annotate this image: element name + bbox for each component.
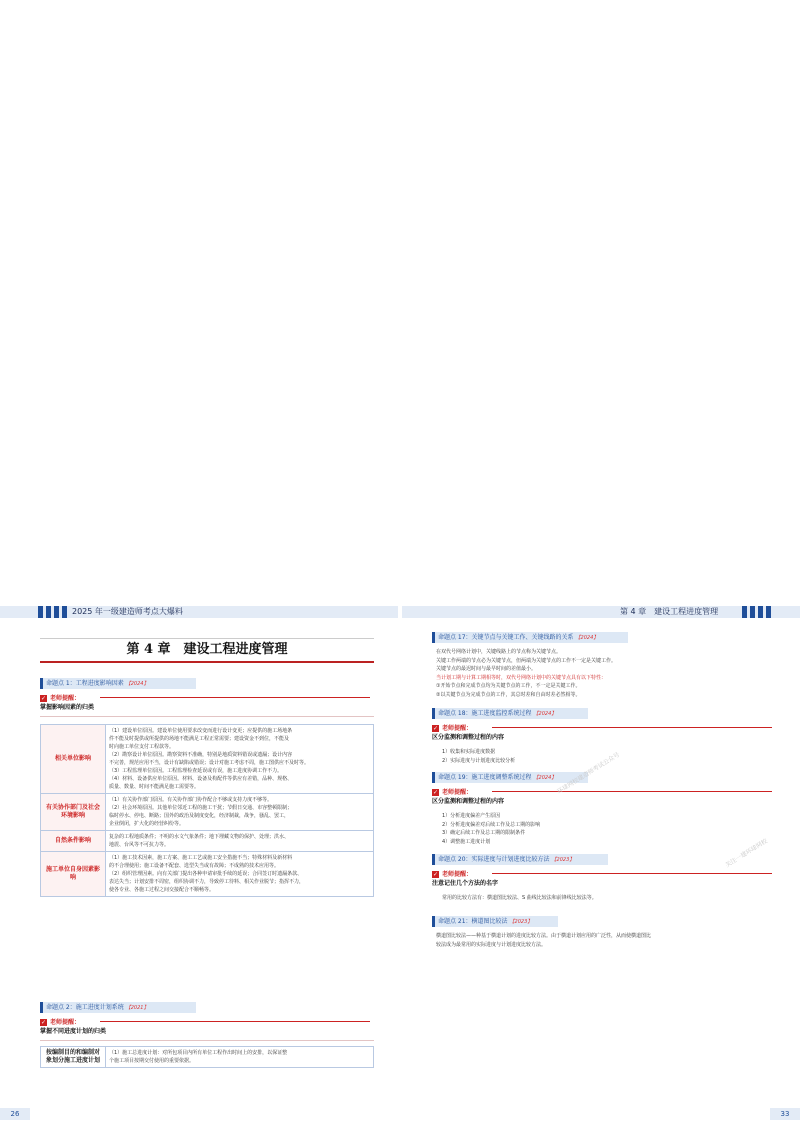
page-header: [402, 606, 800, 618]
point-caption: 命题点 20：实际进度与计划进度比较方法 【2023】: [432, 854, 608, 865]
table-value: （1）施工技术因素，施工方案、施工工艺或施工安全措施不当；特殊材料及新材料 的不合理使用；施工设备不配套、选型失当或有故障；不成熟的技术应用等。 （2）组织管理因素。向有关部门提出各种申请审批手续的延误；合同签订时遗漏条款、 表达失当；计划安排不周密，组织协调不力，导致停工待料、相关作业脱节；指挥不力， 使各专业、各施工过程之间交接配合不顺畅等。: [106, 852, 374, 897]
table-key: 施工单位自身因素影响: [41, 852, 106, 897]
tips-line: [492, 791, 772, 792]
page-number: 33: [770, 1108, 800, 1120]
table-value: （1）有关协作部门原因。有关协作部门协作配合不够或支持力度不够等。 （2）社会环境原因。其他单位邻近工程的施工干扰；节假日交通、市容整顿限制； 临时停水、停电、断路；国外的政治及制度变化，经济制裁，战争，骚乱、罢工， 企业倒闭，扩大化的经营纠纷等。: [106, 794, 374, 831]
table-value: 复杂的工程地质条件；不明的水文气象条件；地下埋藏文物的保护、处理；洪水、 地震、台风等不可抗力等。: [106, 831, 374, 852]
page-number: 26: [0, 1108, 30, 1120]
table-key: 按编制目的和编制对象划分施工进度计划: [41, 1047, 106, 1068]
table-key: 自然条件影响: [41, 831, 106, 852]
book-spread: [0, 598, 800, 1132]
plan-table: [40, 1046, 374, 1068]
point-caption: 命题点 17：关键节点与关键工作、关键线路的关系 【2024】: [432, 632, 628, 643]
right-page: [402, 598, 800, 1132]
check-icon: ✓: [40, 695, 47, 702]
table-value: （1）建设单位原因。建设单位使用要求改变而进行设计变更；应提供的施工场地条 件不能及时提供或所提供的场地不能满足工程正常需要；建设资金不到位，不能及 时向施工单位支付工程款等。 （2）勘察设计单位原因。勘察资料不准确，特别是地质资料错误或遗漏；设计内容 不完善，规范应用不当，设计有缺陷或错误；设计对施工考虑不周，施工图供应不及时等。 （3）工程监理单位原因。工程监理检查延误或有误，施工进度协调工作不力。 （4）材料、设备供应单位原因。材料、设备及构配件等供应有差错，品种、规格、 质量、数量、时间不能满足施工需要等。: [106, 725, 374, 794]
teacher-tips: ✓ 老师提醒： 区分监测和调整过程的内容: [432, 725, 505, 741]
point-caption: 命题点 2：施工进度计划系统 【2021】: [40, 1002, 196, 1013]
header-title: 第 4 章 建设工程进度管理: [620, 607, 719, 616]
watermark: 环球网校建造师考试公众号: [556, 751, 621, 796]
point-caption: 命题点 21：横道图比较法 【2023】: [432, 916, 558, 927]
table-row: [41, 725, 374, 794]
point19-text: 1）分析进度偏差产生原因 2）分析进度偏差对后续工作及总工期的影响 3）确定后续工作及总工期的限制条件 4）调整施工进度计划: [442, 813, 541, 845]
tips-line: [100, 1021, 370, 1022]
point17-text: 在双代号网络计划中，关键线路上的节点称为关键节点。 关键工作两端的节点必为关键节点，但两端为关键节点的工作不一定是关键工作。 关键节点的最迟时间与最早时间的差值最小。 当计划工期与计算工期相等时，双代号网络计划中的关键节点具有以下特性： ①开始节点和完成节点均为关键节点的工作，不一定是关键工作。 ②以关键节点为完成节点的工作，其总时差和自由时差必然相等。: [436, 649, 617, 698]
tips-underline: [40, 716, 374, 717]
point18-text: 1）收集和实际进度数据 2）实际进度与计划进度比较分析: [442, 749, 516, 764]
teacher-tips: ✓ 老师提醒： 掌握不同进度计划的归类: [40, 1019, 107, 1035]
header-title: 2025 年一级建造师考点大爆料: [72, 607, 183, 616]
teacher-tips: ✓ 老师提醒： 掌握影响因素的归类: [40, 695, 95, 711]
teacher-tips: ✓ 老师提醒： 注意记住几个方法的名字: [432, 871, 499, 887]
left-page: [0, 598, 398, 1132]
table-value: （1）施工总进度计划：对所包项目内所有单位工程作出时间上的安排，以保证整 个施工项目按期交付使用的重要依据。: [106, 1047, 374, 1068]
table-key: 相关单位影响: [41, 725, 106, 794]
tips-line: [492, 727, 772, 728]
tips-line: [492, 873, 772, 874]
check-icon: ✓: [432, 725, 439, 732]
table-row: [41, 1047, 374, 1068]
check-icon: ✓: [432, 789, 439, 796]
check-icon: ✓: [432, 871, 439, 878]
point-caption: 命题点 1：工程进度影响因素 【2024】: [40, 678, 196, 689]
teacher-tips: ✓ 老师提醒： 区分监测和调整过程的内容: [432, 789, 505, 805]
page-header: [0, 606, 398, 618]
point20-text: 常用的比较方法有：横道图比较法、S 曲线比较法和前锋线比较法等。: [442, 895, 597, 901]
tips-line: [100, 697, 370, 698]
point-caption: 命题点 18：施工进度监控系统过程 【2024】: [432, 708, 588, 719]
table-row: [41, 831, 374, 852]
factors-table: [40, 724, 374, 897]
table-key: 有关协作部门及社会环境影响: [41, 794, 106, 831]
watermark: 关注一建环球网校: [724, 837, 769, 870]
chapter-title: 第 4 章 建设工程进度管理: [40, 638, 374, 663]
point21-text: 横道图比较法——种基于横道计划的进度比较方法。由于横道计划应用的广泛性，从而使横道图比 较法成为最常用的实际进度与计划进度比较方法。: [436, 933, 652, 948]
table-row: [41, 794, 374, 831]
point-caption: 命题点 19：施工进度调整系统过程 【2024】: [432, 772, 588, 783]
check-icon: ✓: [40, 1019, 47, 1026]
header-bars-icon: [38, 606, 67, 618]
header-bars-icon: [742, 606, 771, 618]
table-row: [41, 852, 374, 897]
tips-underline: [40, 1040, 374, 1041]
